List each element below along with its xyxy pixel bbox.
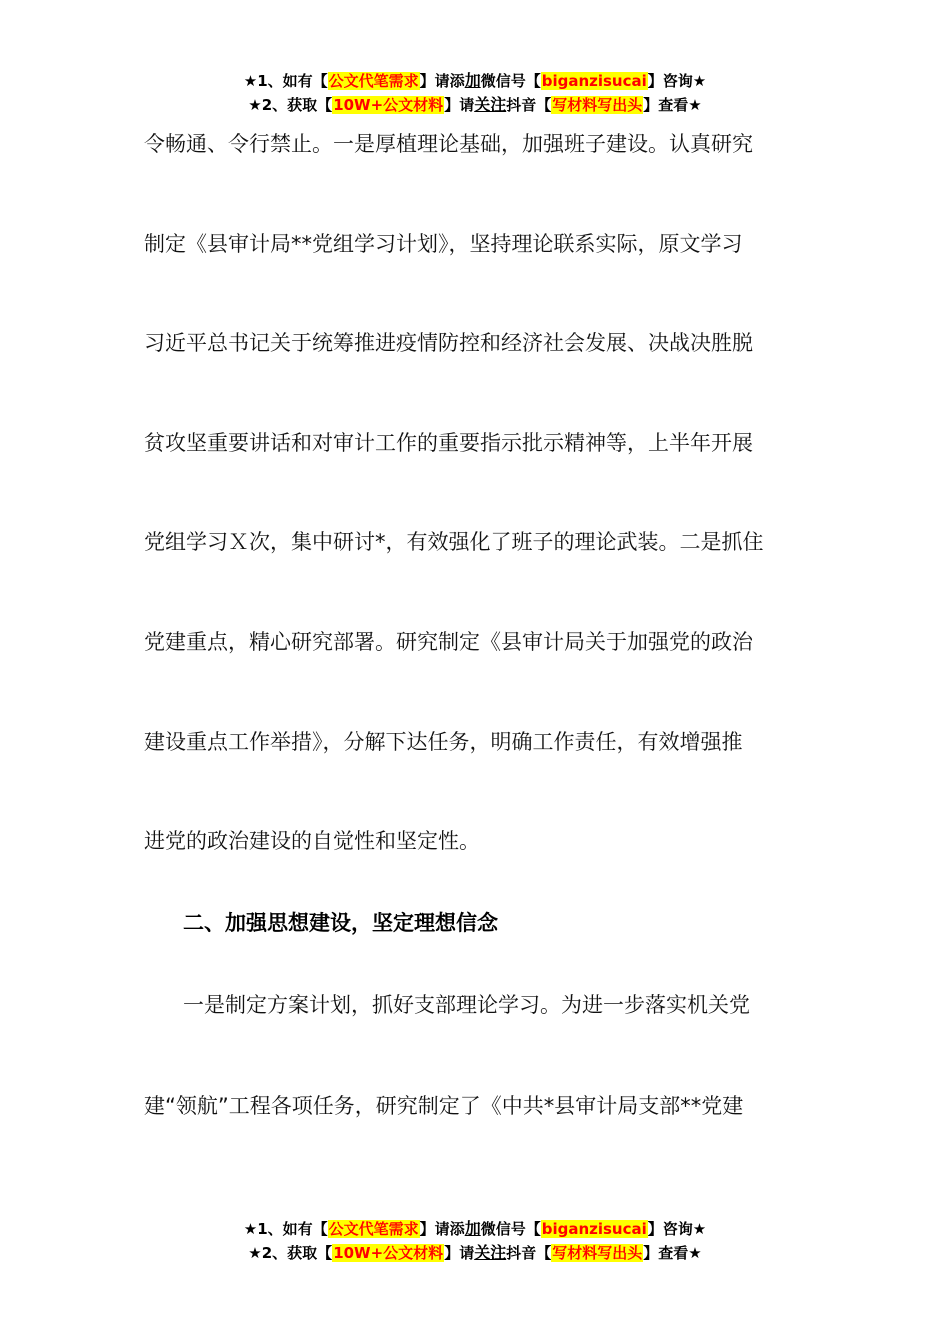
banner-highlight-service: 公文代笔需求	[328, 72, 419, 90]
banner-text: 抖音【	[506, 1244, 552, 1262]
paragraph-line: 党组学习Ｘ次，集中研讨*，有效强化了班子的理论武装。二是抓住	[144, 530, 764, 554]
banner-text: 】咨询★	[647, 72, 707, 90]
bottom-banner	[0, 1217, 950, 1265]
banner-text: ★1、如有【	[243, 72, 328, 90]
banner-line-2	[0, 1241, 950, 1265]
banner-text: 】请添	[419, 1220, 465, 1238]
banner-highlight-douyin: 写材料写出头	[552, 1244, 643, 1262]
banner-highlight-wechat-id: biganzisucai	[541, 72, 647, 90]
paragraph-line: 习近平总书记关于统筹推进疫情防控和经济社会发展、决战决胜脱	[144, 331, 753, 355]
paragraph-line: 党建重点，精心研究部署。研究制定《县审计局关于加强党的政治	[144, 630, 753, 654]
banner-text: ★2、获取【	[248, 1244, 333, 1262]
banner-text: 】请	[444, 1244, 475, 1262]
banner-text: 微信号【	[480, 1220, 541, 1238]
banner-line-2	[0, 93, 950, 117]
banner-line-1	[0, 69, 950, 93]
paragraph-line: 进党的政治建设的自觉性和坚定性。	[144, 829, 480, 853]
banner-highlight-materials: 10W+公文材料	[333, 96, 444, 114]
banner-underlined-text: 关注	[474, 1243, 507, 1262]
banner-text: 】查看★	[643, 1244, 702, 1262]
banner-underlined-text: 加	[464, 1219, 481, 1238]
banner-text: 】请添	[419, 72, 465, 90]
banner-underlined-text: 加	[464, 71, 481, 90]
banner-text: 】查看★	[643, 96, 702, 114]
top-banner	[0, 69, 950, 117]
banner-highlight-service: 公文代笔需求	[328, 1220, 419, 1238]
banner-text: 】咨询★	[647, 1220, 707, 1238]
paragraph-line: 一是制定方案计划，抓好支部理论学习。为进一步落实机关党	[183, 993, 750, 1017]
banner-highlight-wechat-id: biganzisucai	[541, 1220, 647, 1238]
paragraph-line: 贫攻坚重要讲话和对审计工作的重要指示批示精神等，上半年开展	[144, 431, 753, 455]
banner-line-1	[0, 1217, 950, 1241]
banner-text: 】请	[444, 96, 475, 114]
banner-underlined-text: 关注	[474, 95, 507, 114]
banner-highlight-materials: 10W+公文材料	[333, 1244, 444, 1262]
section-heading: 二、加强思想建设，坚定理想信念	[183, 911, 498, 935]
paragraph-line: 建设重点工作举措》，分解下达任务，明确工作责任，有效增强推	[144, 730, 743, 754]
paragraph-line: 建“领航”工程各项任务，研究制定了《中共*县审计局支部**党建	[144, 1094, 744, 1118]
banner-text: 微信号【	[480, 72, 541, 90]
paragraph-line: 制定《县审计局**党组学习计划》，坚持理论联系实际，原文学习	[144, 232, 743, 256]
banner-highlight-douyin: 写材料写出头	[552, 96, 643, 114]
banner-text: ★1、如有【	[243, 1220, 328, 1238]
paragraph-line: 令畅通、令行禁止。一是厚植理论基础，加强班子建设。认真研究	[144, 132, 753, 156]
banner-text: 抖音【	[506, 96, 552, 114]
banner-text: ★2、获取【	[248, 96, 333, 114]
